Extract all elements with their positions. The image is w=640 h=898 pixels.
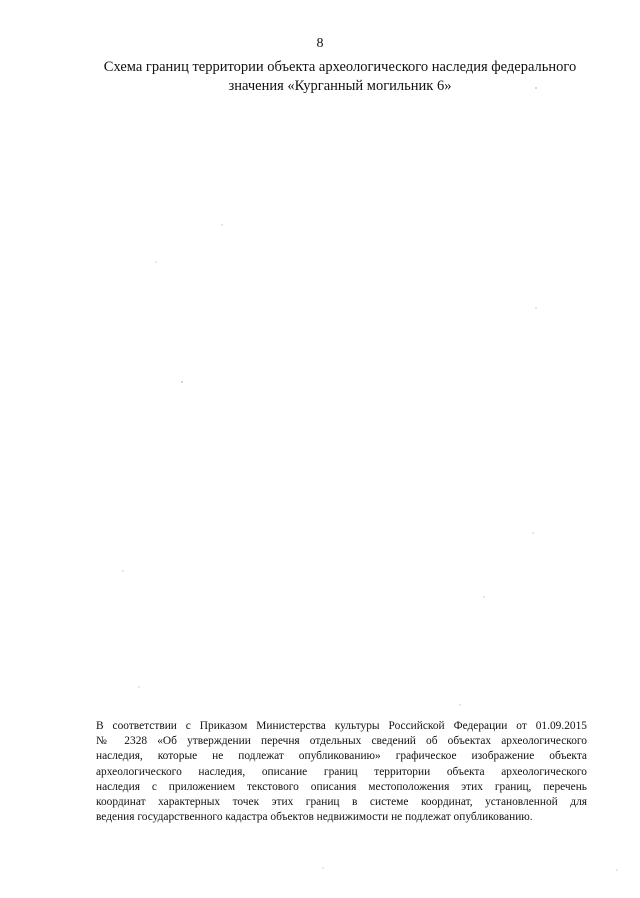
publication-restriction-notice: [96, 719, 587, 825]
notice-line: координат характерных точек этих границ в системе координат, установленной для: [96, 796, 587, 809]
notice-line: ведения государственного кадастра объектов недвижимости не подлежат опубликованию.: [96, 811, 533, 824]
notice-line: наследия, которые не подлежат опубликованию» графическое изображение объекта: [96, 750, 587, 763]
notice-line: наследия с приложением текстового описания местоположения этих границ, перечень: [96, 780, 587, 793]
page-number: 8: [316, 36, 324, 51]
title-line-2: значения «Курганный могильник 6»: [228, 78, 452, 94]
notice-line: № 2328 «Об утверждении перечня отдельных сведений об объектах археологического: [96, 735, 587, 748]
title-line-1: Схема границ территории объекта археологического наследия федерального: [103, 59, 577, 75]
document-title: [90, 58, 590, 96]
notice-line: археологического наследия, описание границ территории объекта археологического: [96, 765, 587, 778]
notice-line: В соответствии с Приказом Министерства культуры Российской Федерации от 01.09.2015: [96, 720, 587, 732]
